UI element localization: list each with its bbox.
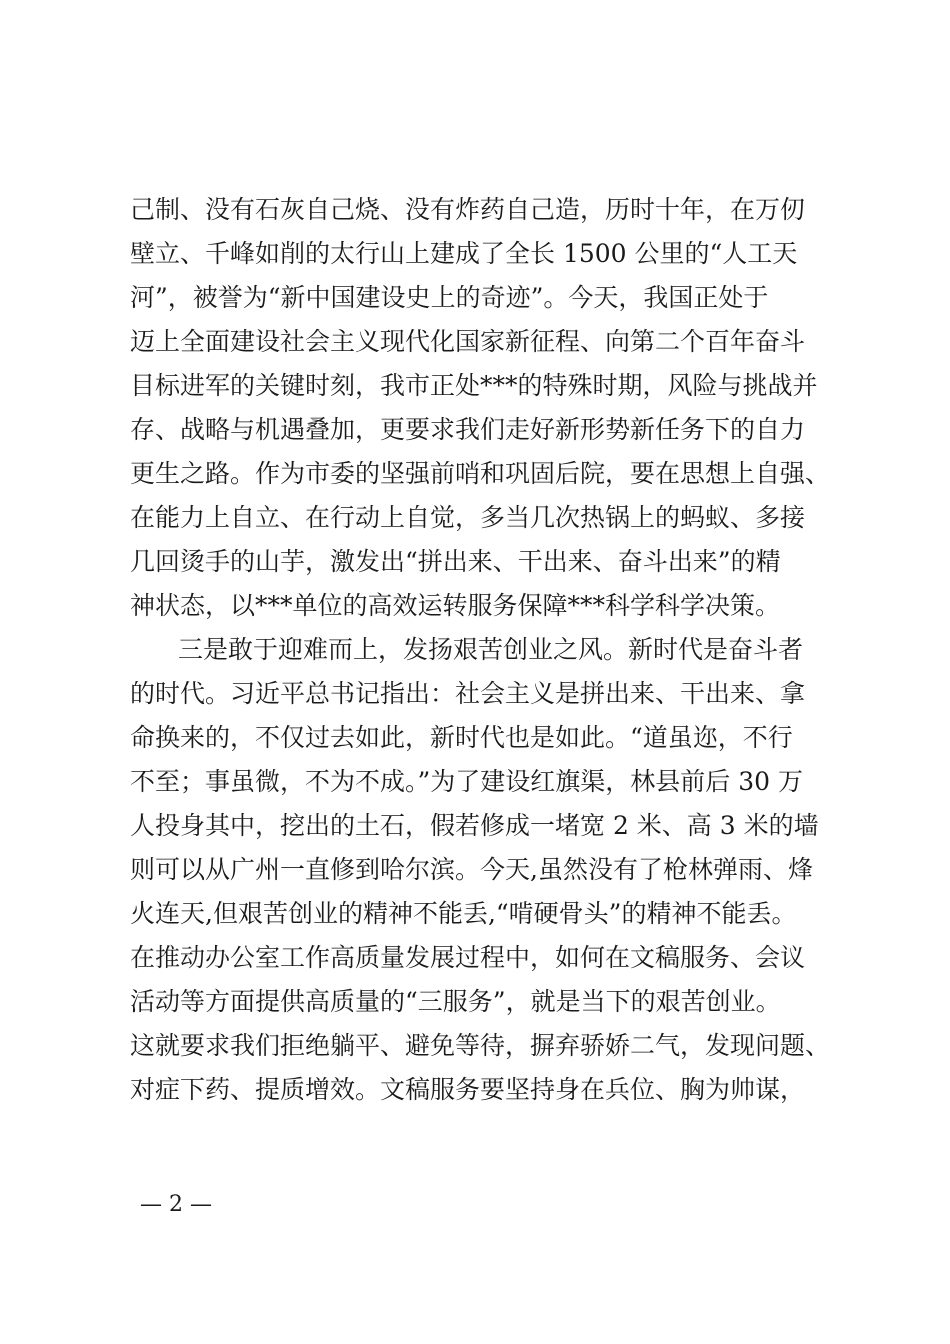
text-line: 对症下药、提质增效。文稿服务要坚持身在兵位、胸为帅谋， <box>130 1075 806 1104</box>
text-line: 迈上全面建设社会主义现代化国家新征程、向第二个百年奋斗 <box>130 327 806 356</box>
text-line: 人投身其中，挖出的土石，假若修成一堵宽 2 米、高 3 米的墙 <box>130 811 819 840</box>
text-line: 目标进军的关键时刻，我市正处***的特殊时期，风险与挑战并 <box>130 371 818 400</box>
text-line: 存、战略与机遇叠加，更要求我们走好新形势新任务下的自力 <box>130 415 806 444</box>
text-line: 更生之路。作为市委的坚强前哨和巩固后院，要在思想上自强、 <box>130 459 831 488</box>
text-line: 则可以从广州一直修到哈尔滨。今天,虽然没有了枪林弹雨、烽 <box>130 855 813 884</box>
text-line: 几回烫手的山芋，激发出“拼出来、干出来、奋斗出来”的精 <box>130 547 781 576</box>
text-line: 壁立、千峰如削的太行山上建成了全长 1500 公里的“人工天 <box>130 239 798 268</box>
text-line: 这就要求我们拒绝躺平、避免等待，摒弃骄娇二气，发现问题、 <box>130 1031 831 1060</box>
text-line: 己制、没有石灰自己烧、没有炸药自己造，历时十年，在万仞 <box>130 195 806 224</box>
text-line: 的时代。习近平总书记指出：社会主义是拼出来、干出来、拿 <box>130 679 806 708</box>
text-line: 河”，被誉为“新中国建设史上的奇迹”。今天，我国正处于 <box>130 283 769 312</box>
text-line: 火连天,但艰苦创业的精神不能丢,“啃硬骨头”的精神不能丢。 <box>130 899 797 928</box>
page-number: — 2 — <box>140 1192 212 1217</box>
text-line: 命换来的，不仅过去如此，新时代也是如此。“道虽迩，不行 <box>130 723 793 752</box>
text-line: 活动等方面提供高质量的“三服务”，就是当下的艰苦创业。 <box>130 987 781 1016</box>
text-line: 在能力上自立、在行动上自觉，多当几次热锅上的蚂蚁、多接 <box>130 503 806 532</box>
text-line: 在推动办公室工作高质量发展过程中，如何在文稿服务、会议 <box>130 943 806 972</box>
text-line: 不至；事虽微，不为不成。”为了建设红旗渠，林县前后 30 万 <box>130 767 803 796</box>
paragraph-start-line: 三是敢于迎难而上，发扬艰苦创业之风。新时代是奋斗者 <box>178 635 804 664</box>
text-line: 神状态，以***单位的高效运转服务保障***科学科学决策。 <box>130 591 781 620</box>
